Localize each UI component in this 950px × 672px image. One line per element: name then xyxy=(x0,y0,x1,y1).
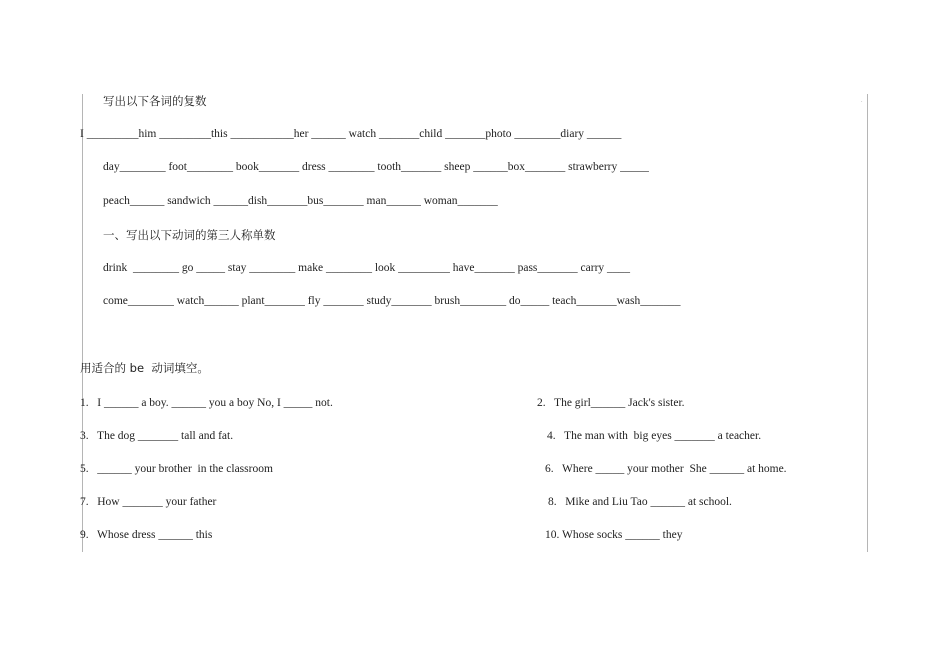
right-margin-rule xyxy=(867,94,868,552)
be-question-2: 2. The girl______ Jack's sister. xyxy=(537,397,685,409)
be-question-3: 3. The dog _______ tall and fat. xyxy=(80,430,234,442)
section2-title: 一、写出以下动词的第三人称单数 xyxy=(103,228,276,242)
section1-title: 写出以下各词的复数 xyxy=(103,94,207,108)
be-question-10: 10. Whose socks ______ they xyxy=(545,529,683,541)
verb-row-2: come________ watch______ plant_______ fly _______ study_______ brush________ do_____ teach_______wash_______ xyxy=(103,295,681,307)
be-question-5: 5. ______ your brother in the classroom xyxy=(80,463,273,475)
be-question-8: 8. Mike and Liu Tao ______ at school. xyxy=(548,496,732,508)
plural-row-3: peach______ sandwich ______dish_______bus_______ man______ woman_______ xyxy=(103,195,498,207)
be-question-4: 4. The man with big eyes _______ a teacher. xyxy=(547,430,762,442)
be-question-6: 6. Where _____ your mother She ______ at home. xyxy=(545,463,787,475)
margin-dot: . xyxy=(861,98,863,104)
verb-row-1: drink ________ go _____ stay ________ make ________ look _________ have_______ pass_______ carry ____ xyxy=(103,262,631,274)
be-question-9: 9. Whose dress ______ this xyxy=(80,529,213,541)
left-margin-rule xyxy=(82,94,83,552)
plural-row-1: I _________him _________this ___________her ______ watch _______child _______photo ________diary ______ xyxy=(80,128,622,140)
be-question-1: 1. I ______ a boy. ______ you a boy No, I _____ not. xyxy=(80,397,333,409)
be-question-7: 7. How _______ your father xyxy=(80,496,217,508)
section3-title: 用适合的 be 动词填空。 xyxy=(80,361,209,375)
plural-row-2: day________ foot________ book_______ dress ________ tooth_______ sheep ______box_______ strawberry _____ xyxy=(103,161,649,173)
